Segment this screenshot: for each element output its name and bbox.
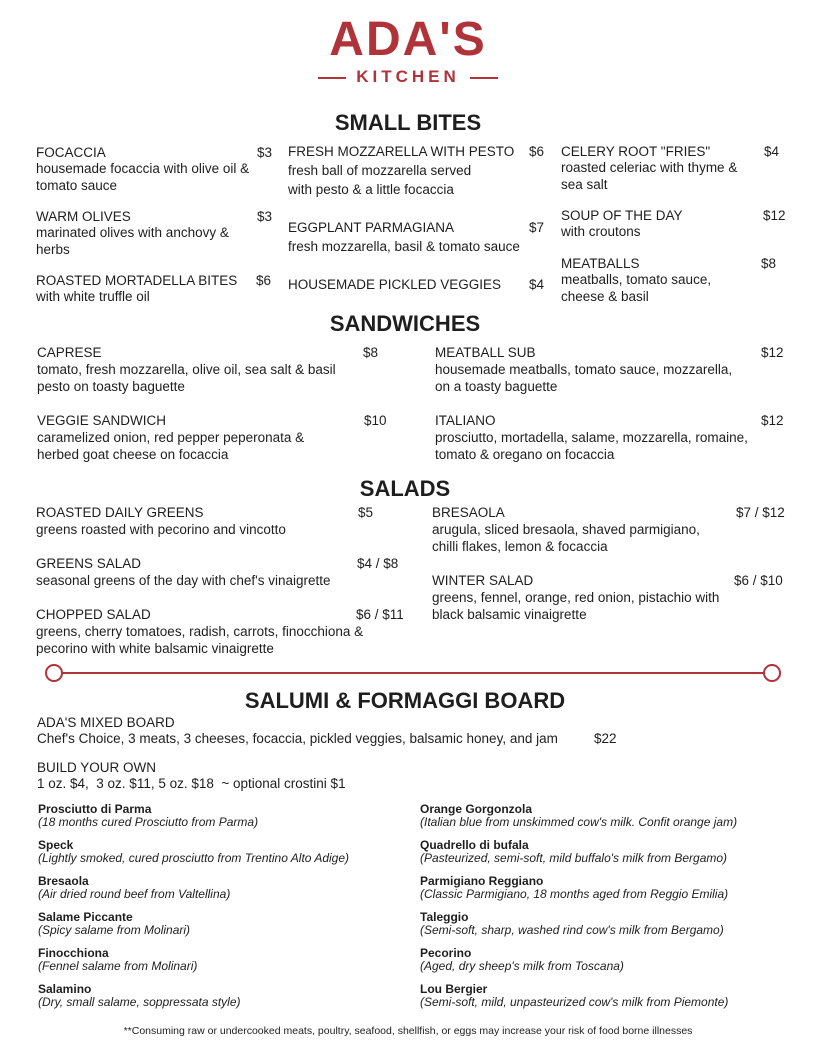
cheese-name: Quadrello di bufala [420,838,529,852]
logo-title: ADA'S [329,13,487,66]
menu-item-name: MEATBALLS [561,256,640,271]
menu-item-price: $6 / $10 [734,573,783,588]
divider-ring-right [763,664,781,682]
menu-item-description: greens, fennel, orange, red onion, pistachio with black balsamic vinaigrette [432,590,720,622]
menu-item-name: WINTER SALAD [432,573,534,588]
menu-item-description: with white truffle oil [36,289,150,304]
menu-item-name: GREENS SALAD [36,556,142,571]
menu-item-description: housemade meatballs, tomato sauce, mozzarella, on a toasty baguette [435,362,733,394]
menu-item-price: $8 [761,256,777,271]
meat-description: (Fennel salame from Molinari) [38,959,198,973]
menu-item-description: tomato, fresh mozzarella, olive oil, sea salt & basil pesto on toasty baguette [37,362,336,394]
section-title-sandwiches: SANDWICHES [329,311,481,336]
section-divider [54,672,764,674]
meat-name: Salamino [38,982,92,996]
meat-description: (Lightly smoked, cured prosciutto from Trentino Alto Adige) [38,851,350,865]
section-title-board: SALUMI & FORMAGGI BOARD [244,688,566,713]
menu-item-price: $12 [763,208,786,223]
menu-item-description: prosciutto, mortadella, salame, mozzarella, romaine, tomato & oregano on focaccia [435,430,748,462]
cheese-description: (Pasteurized, semi-soft, mild buffalo's milk from Bergamo) [420,851,728,865]
board-byo-description: 1 oz. $4, 3 oz. $11, 5 oz. $18 ~ optional crostini $1 [37,776,346,791]
menu-item-name: CELERY ROOT "FRIES" [561,144,711,159]
cheese-description: (Aged, dry sheep's milk from Toscana) [420,959,624,973]
menu-item-description: greens, cherry tomatoes, radish, carrots, finocchiona & pecorino with white balsamic vinaigrette [36,624,364,656]
menu-item-name: ROASTED DAILY GREENS [36,505,204,520]
menu-item-name: VEGGIE SANDWICH [37,413,167,428]
cheese-description: (Italian blue from unskimmed cow's milk. Confit orange jam) [420,815,738,829]
menu-item-description: fresh ball of mozzarella served with pesto & a little focaccia [288,163,472,197]
menu-item-description: with croutons [561,224,641,239]
menu-item-price: $12 [761,345,784,360]
menu-item-name: FOCACCIA [36,145,106,160]
menu-item-price: $6 / $11 [356,607,404,622]
menu-item-description: greens roasted with pecorino and vincotto [36,522,286,537]
menu-item-price: $7 / $12 [736,505,785,520]
menu-item-price: $4 / $8 [357,556,399,571]
menu-item-name: EGGPLANT PARMAGIANA [288,220,455,235]
meat-name: Finocchiona [38,946,109,960]
board-byo-name: BUILD YOUR OWN [37,760,157,775]
cheese-description: (Semi-soft, mild, unpasteurized cow's milk from Piemonte) [420,995,729,1009]
menu-item-price: $7 [529,220,545,235]
menu-item-price: $12 [761,413,784,428]
footnote: **Consuming raw or undercooked meats, poultry, seafood, shellfish, or eggs may increase your risk of food borne illnesses [123,1025,693,1037]
cheese-name: Taleggio [420,910,469,924]
menu-item-description: marinated olives with anchovy & herbs [36,225,229,257]
board-mixed-price: $22 [594,731,617,746]
meat-name: Prosciutto di Parma [38,802,152,816]
meat-description: (18 months cured Prosciutto from Parma) [38,815,259,829]
menu-item-price: $3 [257,209,273,224]
meat-name: Salame Piccante [38,910,133,924]
cheese-name: Parmigiano Reggiano [420,874,544,888]
cheese-name: Pecorino [420,946,472,960]
meat-name: Speck [38,838,74,852]
menu-item-price: $8 [363,345,379,360]
meat-description: (Dry, small salame, soppressata style) [38,995,241,1009]
menu-item-price: $4 [529,277,545,292]
menu-item-description: housemade focaccia with olive oil & tomato sauce [36,161,250,193]
menu-item-name: SOUP OF THE DAY [561,208,683,223]
menu-item-description: fresh mozzarella, basil & tomato sauce [288,239,520,254]
menu-item-name: WARM OLIVES [36,209,131,224]
board-mixed-description: Chef's Choice, 3 meats, 3 cheeses, focaccia, pickled veggies, balsamic honey, and jam [37,731,558,746]
menu-item-name: CAPRESE [37,345,102,360]
menu-item-price: $4 [764,144,780,159]
menu-item-description: roasted celeriac with thyme & sea salt [561,160,738,192]
menu-item-name: HOUSEMADE PICKLED VEGGIES [288,277,502,292]
cheese-description: (Classic Parmigiano, 18 months aged from Reggio Emilia) [420,887,729,901]
menu-item-price: $6 [256,273,272,288]
menu-item-price: $5 [358,505,374,520]
cheese-name: Lou Bergier [420,982,488,996]
menu-item-name: ROASTED MORTADELLA BITES [36,273,238,288]
menu-item-name: CHOPPED SALAD [36,607,151,622]
meat-name: Bresaola [38,874,89,888]
menu-item-name: FRESH MOZZARELLA WITH PESTO [288,144,515,159]
logo-rule-right [470,77,498,79]
menu-item-description: seasonal greens of the day with chef's vinaigrette [36,573,331,588]
meat-description: (Spicy salame from Molinari) [38,923,191,937]
cheese-name: Orange Gorgonzola [420,802,533,816]
section-title-salads: SALADS [359,476,451,501]
cheese-description: (Semi-soft, sharp, washed rind cow's milk from Bergamo) [420,923,724,937]
board-mixed-name: ADA'S MIXED BOARD [37,715,175,730]
menu-item-description: meatballs, tomato sauce, cheese & basil [561,272,712,304]
logo-subtitle: KITCHEN [356,67,460,86]
menu-item-price: $3 [257,145,273,160]
menu-item-price: $10 [364,413,387,428]
meat-description: (Air dried round beef from Valtellina) [38,887,231,901]
menu-item-description: caramelized onion, red pepper peperonata & herbed goat cheese on focaccia [37,430,305,462]
divider-ring-left [45,664,63,682]
menu-item-name: BRESAOLA [432,505,505,520]
section-title-small-bites: SMALL BITES [334,110,482,135]
menu-item-name: MEATBALL SUB [435,345,536,360]
menu-item-description: arugula, sliced bresaola, shaved parmigiano, chilli flakes, lemon & focaccia [432,522,700,554]
menu-item-name: ITALIANO [435,413,496,428]
menu-item-price: $6 [529,144,545,159]
